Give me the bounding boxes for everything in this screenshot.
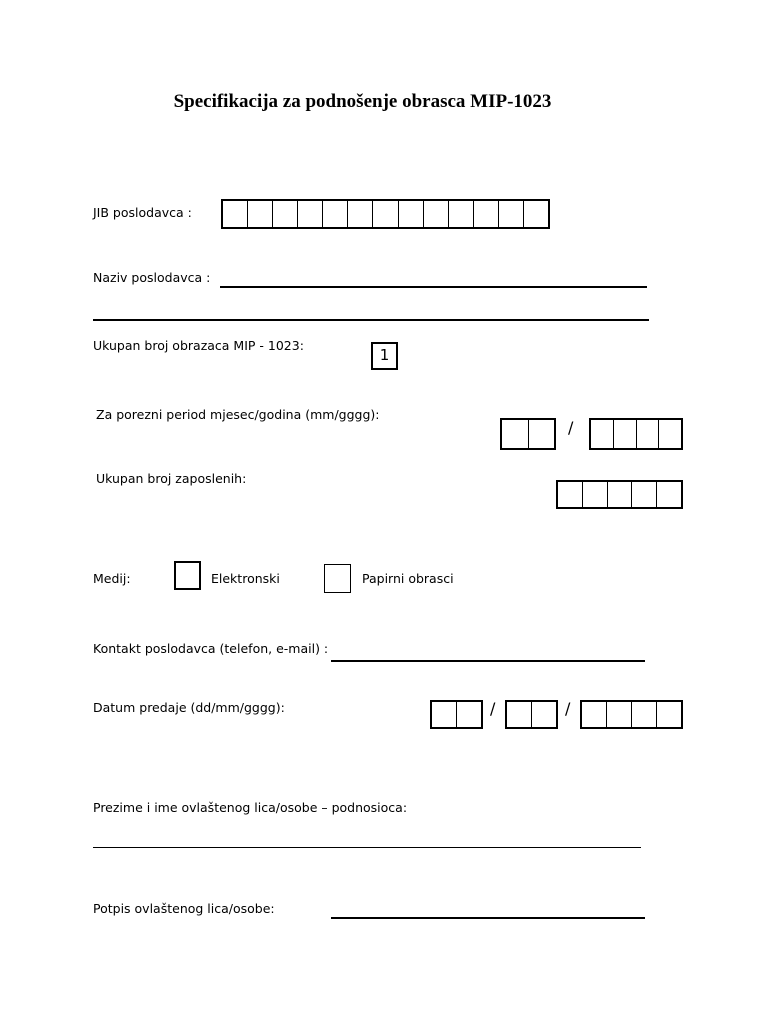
potpis-label: Potpis ovlaštenog lica/osobe: bbox=[93, 901, 275, 916]
ukupan-obrazaca-label: Ukupan broj obrazaca MIP - 1023: bbox=[93, 338, 304, 353]
year-digit-box[interactable] bbox=[637, 420, 660, 448]
jib-digit-box[interactable] bbox=[373, 201, 398, 227]
year-digit-box[interactable] bbox=[591, 420, 614, 448]
datum-month-boxes[interactable] bbox=[505, 700, 558, 729]
jib-digit-box[interactable] bbox=[499, 201, 524, 227]
period-slash: / bbox=[568, 418, 574, 437]
jib-digit-box[interactable] bbox=[449, 201, 474, 227]
month-digit-box[interactable] bbox=[532, 702, 556, 727]
zaposlenih-digit-box[interactable] bbox=[583, 482, 608, 507]
zaposlenih-digit-box[interactable] bbox=[608, 482, 633, 507]
naziv-label: Naziv poslodavca : bbox=[93, 270, 211, 285]
papirni-checkbox[interactable] bbox=[324, 564, 351, 593]
potpis-input-line[interactable] bbox=[331, 917, 645, 919]
naziv-input-line-2[interactable] bbox=[93, 319, 649, 321]
medij-label: Medij: bbox=[93, 571, 131, 586]
year-digit-box[interactable] bbox=[659, 420, 681, 448]
elektronski-checkbox[interactable] bbox=[174, 561, 201, 590]
day-digit-box[interactable] bbox=[457, 702, 481, 727]
datum-day-boxes[interactable] bbox=[430, 700, 483, 729]
datum-slash-2: / bbox=[565, 699, 571, 718]
jib-digit-box[interactable] bbox=[273, 201, 298, 227]
jib-digit-box[interactable] bbox=[399, 201, 424, 227]
month-digit-box[interactable] bbox=[529, 420, 555, 448]
year-digit-box[interactable] bbox=[657, 702, 681, 727]
period-label: Za porezni period mjesec/godina (mm/gggg): bbox=[96, 407, 380, 422]
month-digit-box[interactable] bbox=[507, 702, 532, 727]
prezime-label: Prezime i ime ovlaštenog lica/osobe – podnosioca: bbox=[93, 800, 408, 815]
jib-digit-box[interactable] bbox=[474, 201, 499, 227]
jib-digit-box[interactable] bbox=[424, 201, 449, 227]
datum-label: Datum predaje (dd/mm/gggg): bbox=[93, 700, 285, 715]
jib-digit-box[interactable] bbox=[348, 201, 373, 227]
naziv-input-line[interactable] bbox=[220, 286, 647, 288]
period-month-boxes[interactable] bbox=[500, 418, 556, 450]
year-digit-box[interactable] bbox=[614, 420, 637, 448]
zaposlenih-label: Ukupan broj zaposlenih: bbox=[96, 471, 247, 486]
kontakt-label: Kontakt poslodavca (telefon, e-mail) : bbox=[93, 641, 329, 656]
jib-digit-box[interactable] bbox=[248, 201, 273, 227]
jib-digit-box[interactable] bbox=[298, 201, 323, 227]
zaposlenih-digit-box[interactable] bbox=[657, 482, 681, 507]
ukupan-obrazaca-value-box[interactable]: 1 bbox=[371, 342, 398, 370]
year-digit-box[interactable] bbox=[607, 702, 632, 727]
jib-digit-box[interactable] bbox=[323, 201, 348, 227]
zaposlenih-input-boxes[interactable] bbox=[556, 480, 683, 509]
elektronski-label: Elektronski bbox=[211, 571, 280, 586]
zaposlenih-digit-box[interactable] bbox=[632, 482, 657, 507]
jib-digit-box[interactable] bbox=[223, 201, 248, 227]
year-digit-box[interactable] bbox=[632, 702, 657, 727]
jib-label: JIB poslodavca : bbox=[93, 205, 192, 220]
period-year-boxes[interactable] bbox=[589, 418, 683, 450]
jib-input-boxes[interactable] bbox=[221, 199, 550, 229]
jib-digit-box[interactable] bbox=[524, 201, 548, 227]
month-digit-box[interactable] bbox=[502, 420, 529, 448]
prezime-input-line[interactable] bbox=[93, 847, 641, 848]
form-title: Specifikacija za podnošenje obrasca MIP-1023 bbox=[173, 91, 552, 112]
papirni-label: Papirni obrasci bbox=[362, 571, 454, 586]
datum-year-boxes[interactable] bbox=[580, 700, 683, 729]
zaposlenih-digit-box[interactable] bbox=[558, 482, 583, 507]
kontakt-input-line[interactable] bbox=[331, 660, 645, 662]
year-digit-box[interactable] bbox=[582, 702, 607, 727]
day-digit-box[interactable] bbox=[432, 702, 457, 727]
datum-slash-1: / bbox=[490, 699, 496, 718]
